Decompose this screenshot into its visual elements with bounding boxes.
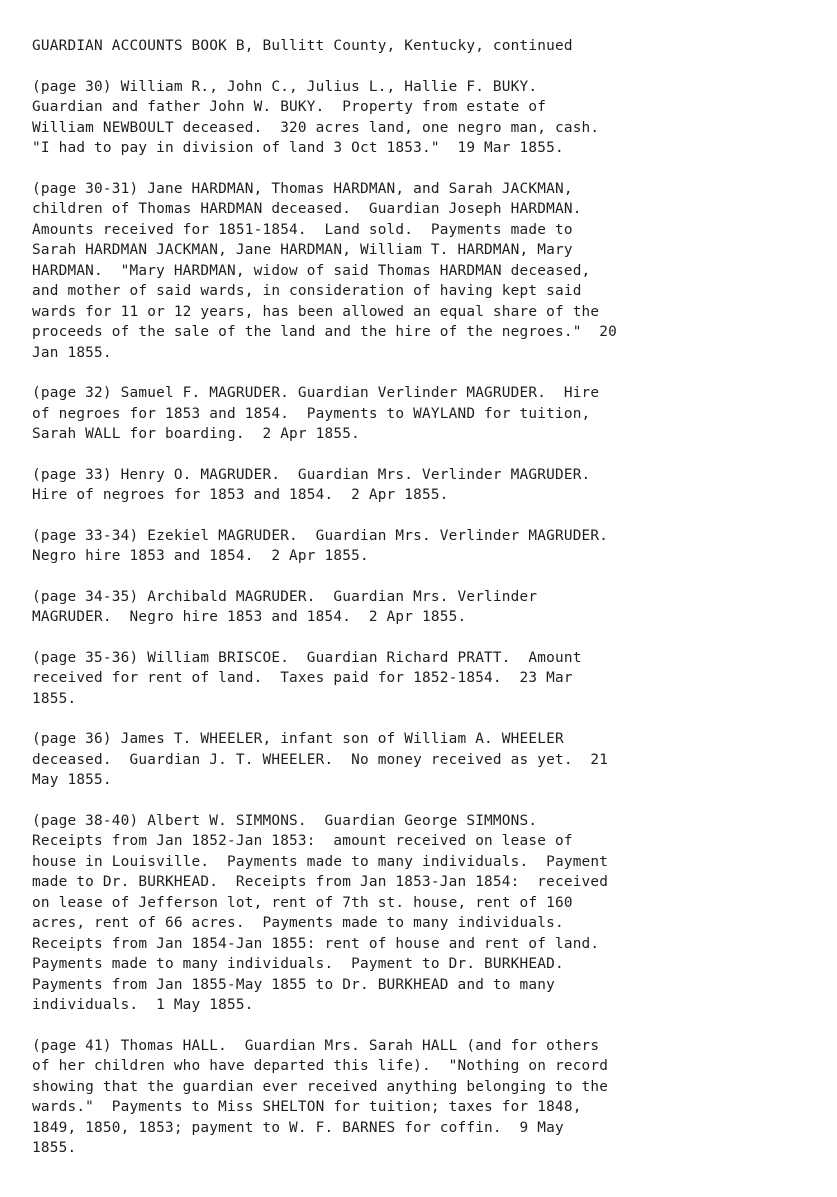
document-heading: GUARDIAN ACCOUNTS BOOK B, Bullitt County, Kentucky, continued <box>32 38 573 54</box>
entry-list <box>32 77 822 1159</box>
entry-line: received for rent of land. Taxes paid for 1852-1854. 23 Mar <box>32 670 573 686</box>
entry-line: (page 36) James T. WHEELER, infant son of William A. WHEELER <box>32 731 564 747</box>
entry-line: wards for 11 or 12 years, has been allowed an equal share of the <box>32 303 600 320</box>
guardian-entry <box>32 77 822 159</box>
document-page <box>32 36 822 1179</box>
guardian-entry <box>32 383 822 445</box>
guardian-entry <box>32 179 822 364</box>
entry-line: children of Thomas HARDMAN deceased. Guardian Joseph HARDMAN. <box>32 201 582 217</box>
entry-line: (page 41) Thomas HALL. Guardian Mrs. Sarah HALL (and for others <box>32 1037 600 1054</box>
guardian-entry <box>32 1036 822 1159</box>
entry-line: (page 32) Samuel F. MAGRUDER. Guardian Verlinder MAGRUDER. Hire <box>32 385 600 401</box>
entry-line: of her children who have departed this life). "Nothing on record <box>32 1058 609 1074</box>
entry-line: made to Dr. BURKHEAD. Receipts from Jan 1853-Jan 1854: received <box>32 874 609 890</box>
entry-line: Receipts from Jan 1854-Jan 1855: rent of house and rent of land. <box>32 935 600 952</box>
entry-line: Payments from Jan 1855-May 1855 to Dr. BURKHEAD and to many <box>32 976 555 993</box>
entry-line: showing that the guardian ever received anything belonging to the <box>32 1078 609 1095</box>
entry-line: (page 33-34) Ezekiel MAGRUDER. Guardian Mrs. Verlinder MAGRUDER. <box>32 527 609 544</box>
entry-line: on lease of Jefferson lot, rent of 7th st. house, rent of 160 <box>32 894 573 911</box>
entry-line: of negroes for 1853 and 1854. Payments to WAYLAND for tuition, <box>32 405 591 422</box>
entry-line: Jan 1855. <box>32 344 112 361</box>
guardian-entry <box>32 729 822 791</box>
entry-line: (page 33) Henry O. MAGRUDER. Guardian Mrs. Verlinder MAGRUDER. <box>32 466 591 483</box>
entry-line: Guardian and father John W. BUKY. Property from estate of <box>32 99 547 115</box>
entry-line: deceased. Guardian J. T. WHEELER. No money received as yet. 21 <box>32 751 609 768</box>
entry-line: Receipts from Jan 1852-Jan 1853: amount received on lease of <box>32 833 573 849</box>
entry-line: Amounts received for 1851-1854. Land sold. Payments made to <box>32 221 573 238</box>
guardian-entry <box>32 587 822 628</box>
entry-line: MAGRUDER. Negro hire 1853 and 1854. 2 Apr 1855. <box>32 609 467 625</box>
entry-line: Payments made to many individuals. Payment to Dr. BURKHEAD. <box>32 956 564 972</box>
entry-line: (page 34-35) Archibald MAGRUDER. Guardian Mrs. Verlinder <box>32 588 538 605</box>
guardian-entry <box>32 811 822 1016</box>
entry-line: wards." Payments to Miss SHELTON for tuition; taxes for 1848, <box>32 1099 582 1115</box>
entry-line: Negro hire 1853 and 1854. 2 Apr 1855. <box>32 548 369 564</box>
guardian-entry <box>32 648 822 710</box>
entry-line: (page 30) William R., John C., Julius L., Hallie F. BUKY. <box>32 78 538 95</box>
entry-line: HARDMAN. "Mary HARDMAN, widow of said Thomas HARDMAN deceased, <box>32 262 591 279</box>
entry-line: acres, rent of 66 acres. Payments made to many individuals. <box>32 915 564 931</box>
entry-line: (page 35-36) William BRISCOE. Guardian Richard PRATT. Amount <box>32 649 582 666</box>
entry-line: 1855. <box>32 1140 77 1156</box>
entry-line: "I had to pay in division of land 3 Oct 1853." 19 Mar 1855. <box>32 140 564 156</box>
entry-line: William NEWBOULT deceased. 320 acres land, one negro man, cash. <box>32 119 600 136</box>
entry-line: Sarah WALL for boarding. 2 Apr 1855. <box>32 426 360 442</box>
entry-line: Sarah HARDMAN JACKMAN, Jane HARDMAN, William T. HARDMAN, Mary <box>32 242 573 258</box>
entry-line: May 1855. <box>32 772 112 788</box>
entry-line: proceeds of the sale of the land and the hire of the negroes." 20 <box>32 324 618 340</box>
entry-line: Hire of negroes for 1853 and 1854. 2 Apr 1855. <box>32 487 449 503</box>
entry-line: house in Louisville. Payments made to many individuals. Payment <box>32 853 609 870</box>
entry-line: 1849, 1850, 1853; payment to W. F. BARNES for coffin. 9 May <box>32 1119 564 1136</box>
guardian-entry <box>32 526 822 567</box>
entry-line: individuals. 1 May 1855. <box>32 997 254 1013</box>
entry-line: (page 38-40) Albert W. SIMMONS. Guardian George SIMMONS. <box>32 812 538 829</box>
entry-line: 1855. <box>32 690 77 707</box>
entry-line: and mother of said wards, in consideration of having kept said <box>32 283 582 299</box>
entry-line: (page 30-31) Jane HARDMAN, Thomas HARDMAN, and Sarah JACKMAN, <box>32 180 573 197</box>
guardian-entry <box>32 465 822 506</box>
